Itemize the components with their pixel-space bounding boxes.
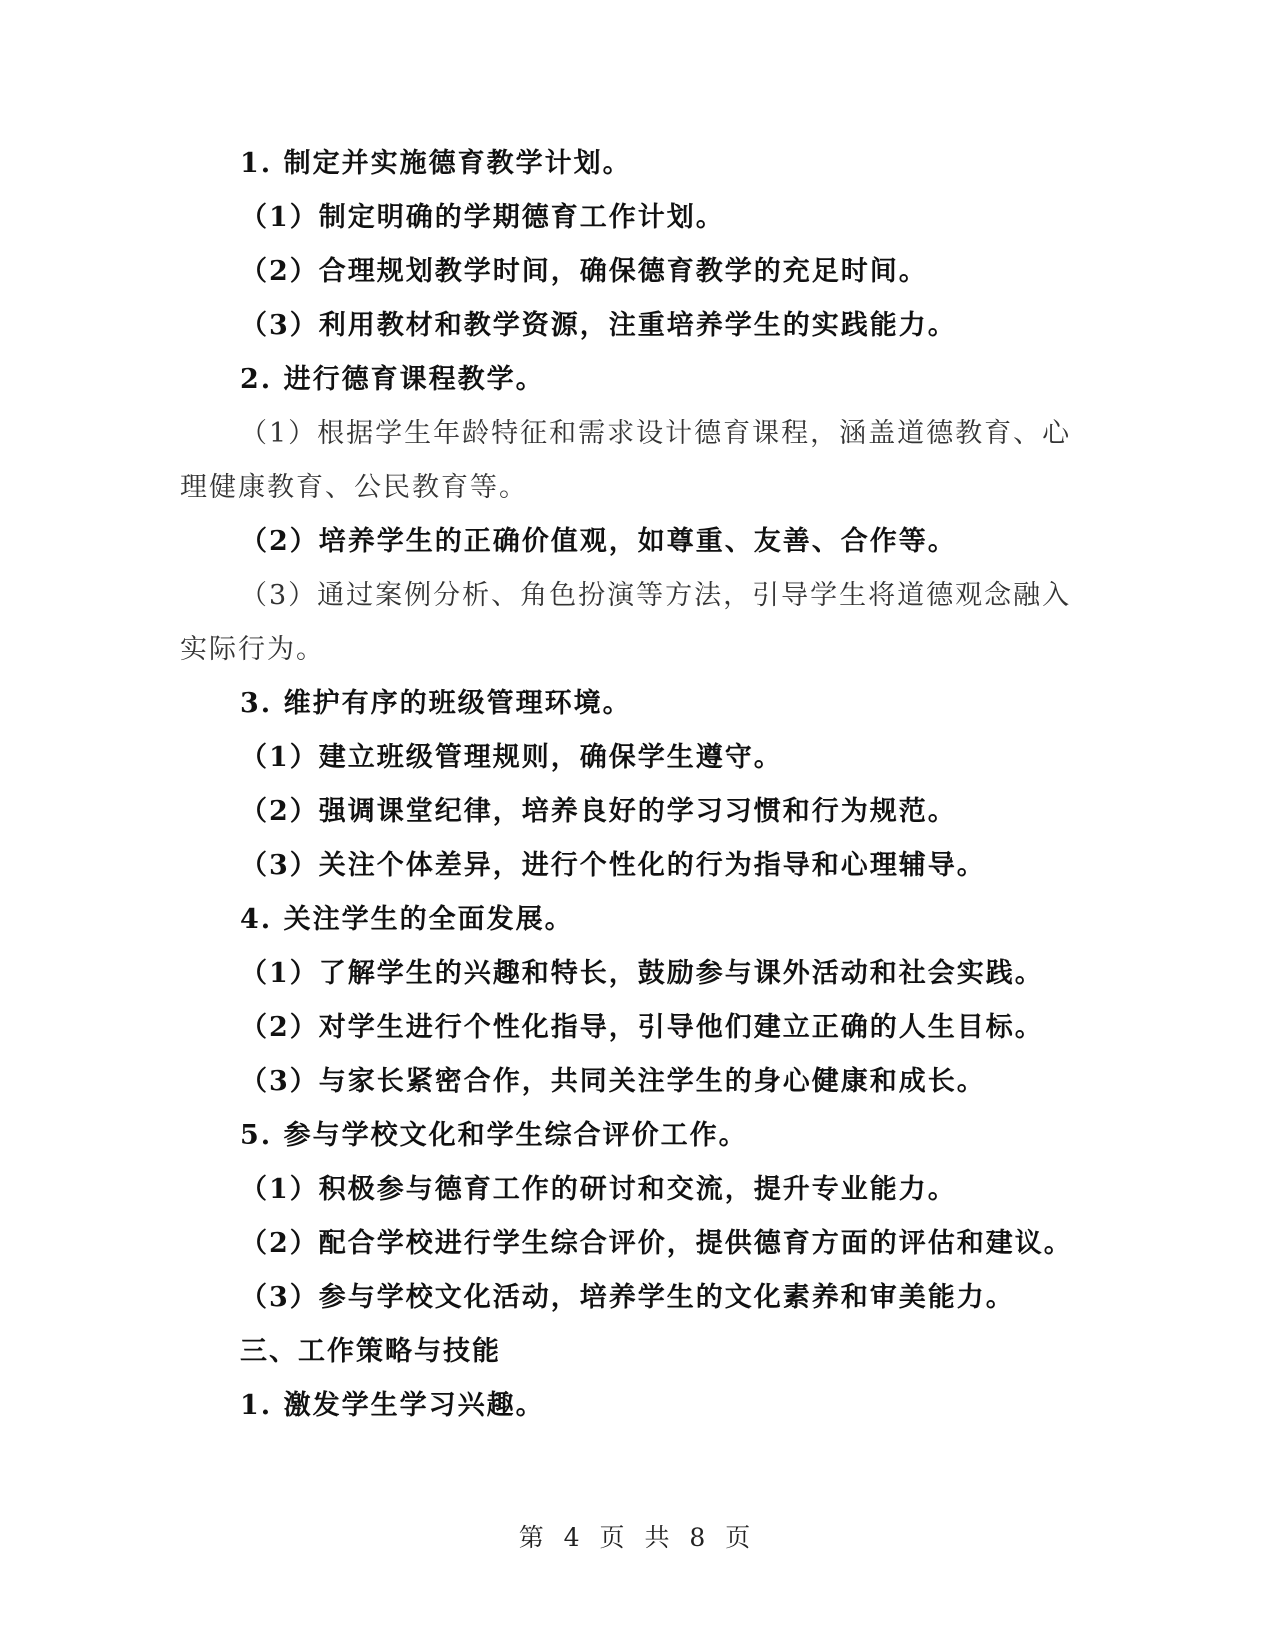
item-1-2: （2）合理规划教学时间，确保德育教学的充足时间。 bbox=[240, 256, 928, 287]
item-4-2: （2）对学生进行个性化指导，引导他们建立正确的人生目标。 bbox=[240, 1012, 1044, 1043]
item-4-1: （1）了解学生的兴趣和特长，鼓励参与课外活动和社会实践。 bbox=[240, 958, 1044, 989]
item-3-1: （1）建立班级管理规则，确保学生遵守。 bbox=[240, 742, 783, 773]
item-3-3: （3）关注个体差异，进行个性化的行为指导和心理辅导。 bbox=[240, 850, 986, 881]
heading-5: 5. 参与学校文化和学生综合评价工作。 bbox=[240, 1120, 748, 1151]
item-2-3-cont: 实际行为。 bbox=[180, 634, 325, 665]
item-5-1: （1）积极参与德育工作的研讨和交流，提升专业能力。 bbox=[240, 1174, 957, 1205]
item-4-3: （3）与家长紧密合作，共同关注学生的身心健康和成长。 bbox=[240, 1066, 986, 1097]
page-number-footer: 第 4 页 共 8 页 bbox=[518, 1523, 757, 1552]
item-1-3: （3）利用教材和教学资源，注重培养学生的实践能力。 bbox=[240, 310, 957, 341]
item-5-3: （3）参与学校文化活动，培养学生的文化素养和审美能力。 bbox=[240, 1282, 1015, 1313]
item-2-2: （2）培养学生的正确价值观，如尊重、友善、合作等。 bbox=[240, 526, 957, 557]
item-2-1-cont: 理健康教育、公民教育等。 bbox=[180, 472, 528, 503]
item-2-3: （3）通过案例分析、角色扮演等方法，引导学生将道德观念融入 bbox=[240, 580, 1072, 611]
section-heading-3: 三、工作策略与技能 bbox=[240, 1336, 501, 1367]
item-3-2: （2）强调课堂纪律，培养良好的学习习惯和行为规范。 bbox=[240, 796, 957, 827]
heading-3: 3. 维护有序的班级管理环境。 bbox=[240, 688, 632, 719]
item-1-1: （1）制定明确的学期德育工作计划。 bbox=[240, 202, 725, 233]
heading-2: 2. 进行德育课程教学。 bbox=[240, 364, 545, 395]
item-2-1: （1）根据学生年龄特征和需求设计德育课程，涵盖道德教育、心 bbox=[240, 418, 1072, 449]
item-5-2: （2）配合学校进行学生综合评价，提供德育方面的评估和建议。 bbox=[240, 1228, 1073, 1259]
heading-4: 4. 关注学生的全面发展。 bbox=[240, 904, 574, 935]
heading-1: 1. 制定并实施德育教学计划。 bbox=[240, 148, 632, 179]
strategy-1: 1. 激发学生学习兴趣。 bbox=[240, 1390, 545, 1421]
